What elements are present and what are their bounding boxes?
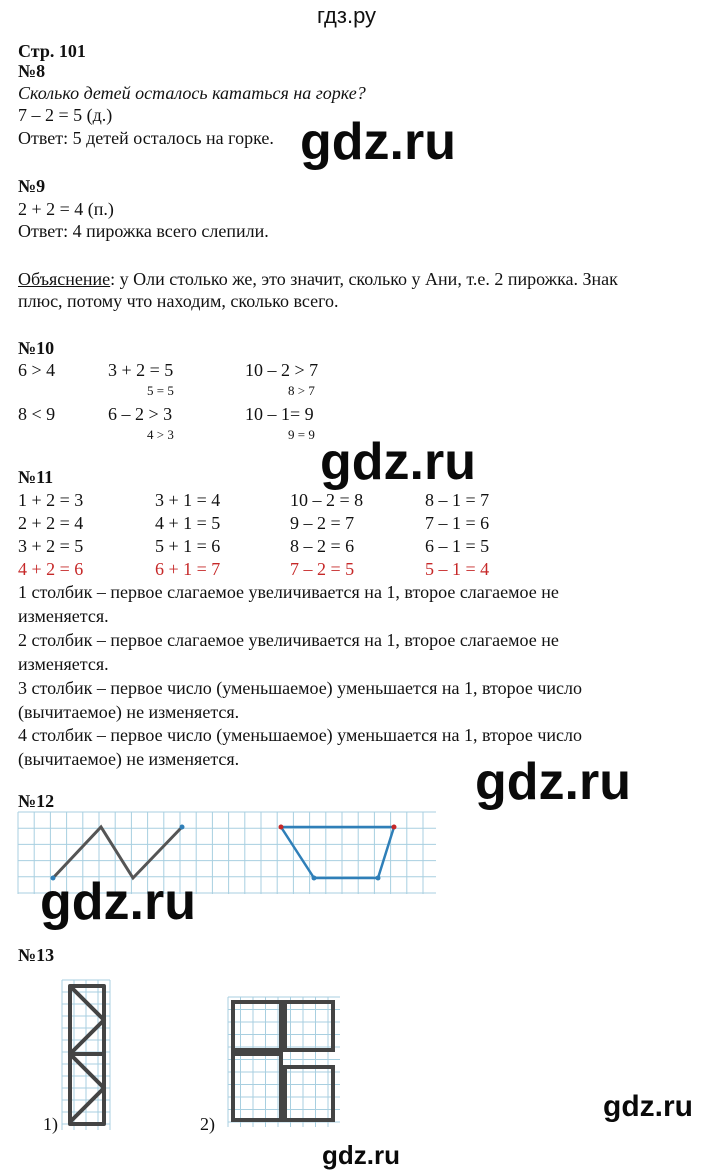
explanation-column-1-end: изменяется. xyxy=(18,606,109,626)
expression: 1 + 2 = 3 xyxy=(18,490,84,510)
expression-highlighted: 6 + 1 = 7 xyxy=(155,559,221,579)
expression: 10 – 2 = 8 xyxy=(290,490,364,510)
stick-square xyxy=(285,1067,333,1120)
zigzag-line xyxy=(53,827,182,878)
trapezoid xyxy=(281,827,394,878)
expression: 3 + 1 = 4 xyxy=(155,490,221,510)
expression: 7 – 1 = 6 xyxy=(425,513,490,533)
exercise-8-answer: Ответ: 5 детей осталось на горке. xyxy=(18,128,274,148)
expression: 6 – 1 = 5 xyxy=(425,536,490,556)
explanation-column-2: 2 столбик – первое слагаемое увеличивается на 1, второе слагаемое не xyxy=(18,630,559,650)
footer-watermark: gdz.ru xyxy=(322,1140,400,1170)
watermark: gdz.ru xyxy=(603,1090,693,1123)
expression: 5 + 1 = 6 xyxy=(155,536,221,556)
figure-1-label: 1) xyxy=(43,1114,58,1134)
exercise-9-number: №9 xyxy=(18,176,46,196)
explanation-label: Объяснение xyxy=(18,269,111,289)
comparison-check: 8 > 7 xyxy=(288,383,315,398)
explanation-column-1: 1 столбик – первое слагаемое увеличивается на 1, второе слагаемое не xyxy=(18,582,559,602)
exercise-8-number: №8 xyxy=(18,61,46,81)
exercise-9-explanation xyxy=(18,268,618,290)
comparison: 3 + 2 = 5 xyxy=(108,360,174,380)
comparison: 10 – 2 > 7 xyxy=(245,360,319,380)
comparison: 6 > 4 xyxy=(18,360,56,380)
exercise-11-number: №11 xyxy=(18,467,54,487)
explanation-column-4-end: (вычитаемое) не изменяется. xyxy=(18,749,240,769)
comparison-check: 4 > 3 xyxy=(147,427,174,442)
expression: 8 – 2 = 6 xyxy=(290,536,355,556)
exercise-8-question: Сколько детей осталось кататься на горке? xyxy=(18,83,366,103)
comparison: 8 < 9 xyxy=(18,404,56,424)
site-header: гдз.ру xyxy=(317,3,377,28)
exercise-10-number: №10 xyxy=(18,338,55,358)
expression-highlighted: 4 + 2 = 6 xyxy=(18,559,84,579)
expression: 8 – 1 = 7 xyxy=(425,490,490,510)
comparison-check: 9 = 9 xyxy=(288,427,315,442)
comparison: 6 – 2 > 3 xyxy=(108,404,173,424)
expression: 2 + 2 = 4 xyxy=(18,513,84,533)
explanation-text: : у Оли столько же, это значит, сколько у Ани, т.е. 2 пирожка. Знак xyxy=(110,269,618,289)
expression-highlighted: 5 – 1 = 4 xyxy=(425,559,490,579)
point xyxy=(312,876,317,881)
exercise-8-solution: 7 – 2 = 5 (д.) xyxy=(18,105,113,125)
figure-2-label: 2) xyxy=(200,1114,215,1134)
watermark: gdz.ru xyxy=(320,433,476,491)
exercise-13-figure-1 xyxy=(62,980,110,1130)
expression: 4 + 1 = 5 xyxy=(155,513,221,533)
explanation-column-4: 4 столбик – первое число (уменьшаемое) уменьшается на 1, второе число xyxy=(18,725,583,745)
expression-highlighted: 7 – 2 = 5 xyxy=(290,559,355,579)
watermark: gdz.ru xyxy=(40,873,196,931)
exercise-9-solution: 2 + 2 = 4 (п.) xyxy=(18,199,114,219)
point xyxy=(180,825,185,830)
exercise-13-number: №13 xyxy=(18,945,55,965)
comparison: 10 – 1= 9 xyxy=(245,404,314,424)
watermark: gdz.ru xyxy=(475,753,631,811)
page-number: Стр. 101 xyxy=(18,41,86,61)
expression: 3 + 2 = 5 xyxy=(18,536,84,556)
explanation-column-2-end: изменяется. xyxy=(18,654,109,674)
exercise-9-answer: Ответ: 4 пирожка всего слепили. xyxy=(18,221,269,241)
point xyxy=(279,825,284,830)
watermark: gdz.ru xyxy=(300,113,456,171)
explanation-column-3-end: (вычитаемое) не изменяется. xyxy=(18,702,240,722)
exercise-12-number: №12 xyxy=(18,791,55,811)
exercise-13-figure-2 xyxy=(228,997,340,1127)
point xyxy=(392,825,397,830)
point xyxy=(376,876,381,881)
explanation-column-3: 3 столбик – первое число (уменьшаемое) уменьшается на 1, второе число xyxy=(18,678,583,698)
exercise-9-explanation-line-2: плюс, потому что находим, сколько всего. xyxy=(18,291,339,311)
expression: 9 – 2 = 7 xyxy=(290,513,355,533)
comparison-check: 5 = 5 xyxy=(147,383,174,398)
